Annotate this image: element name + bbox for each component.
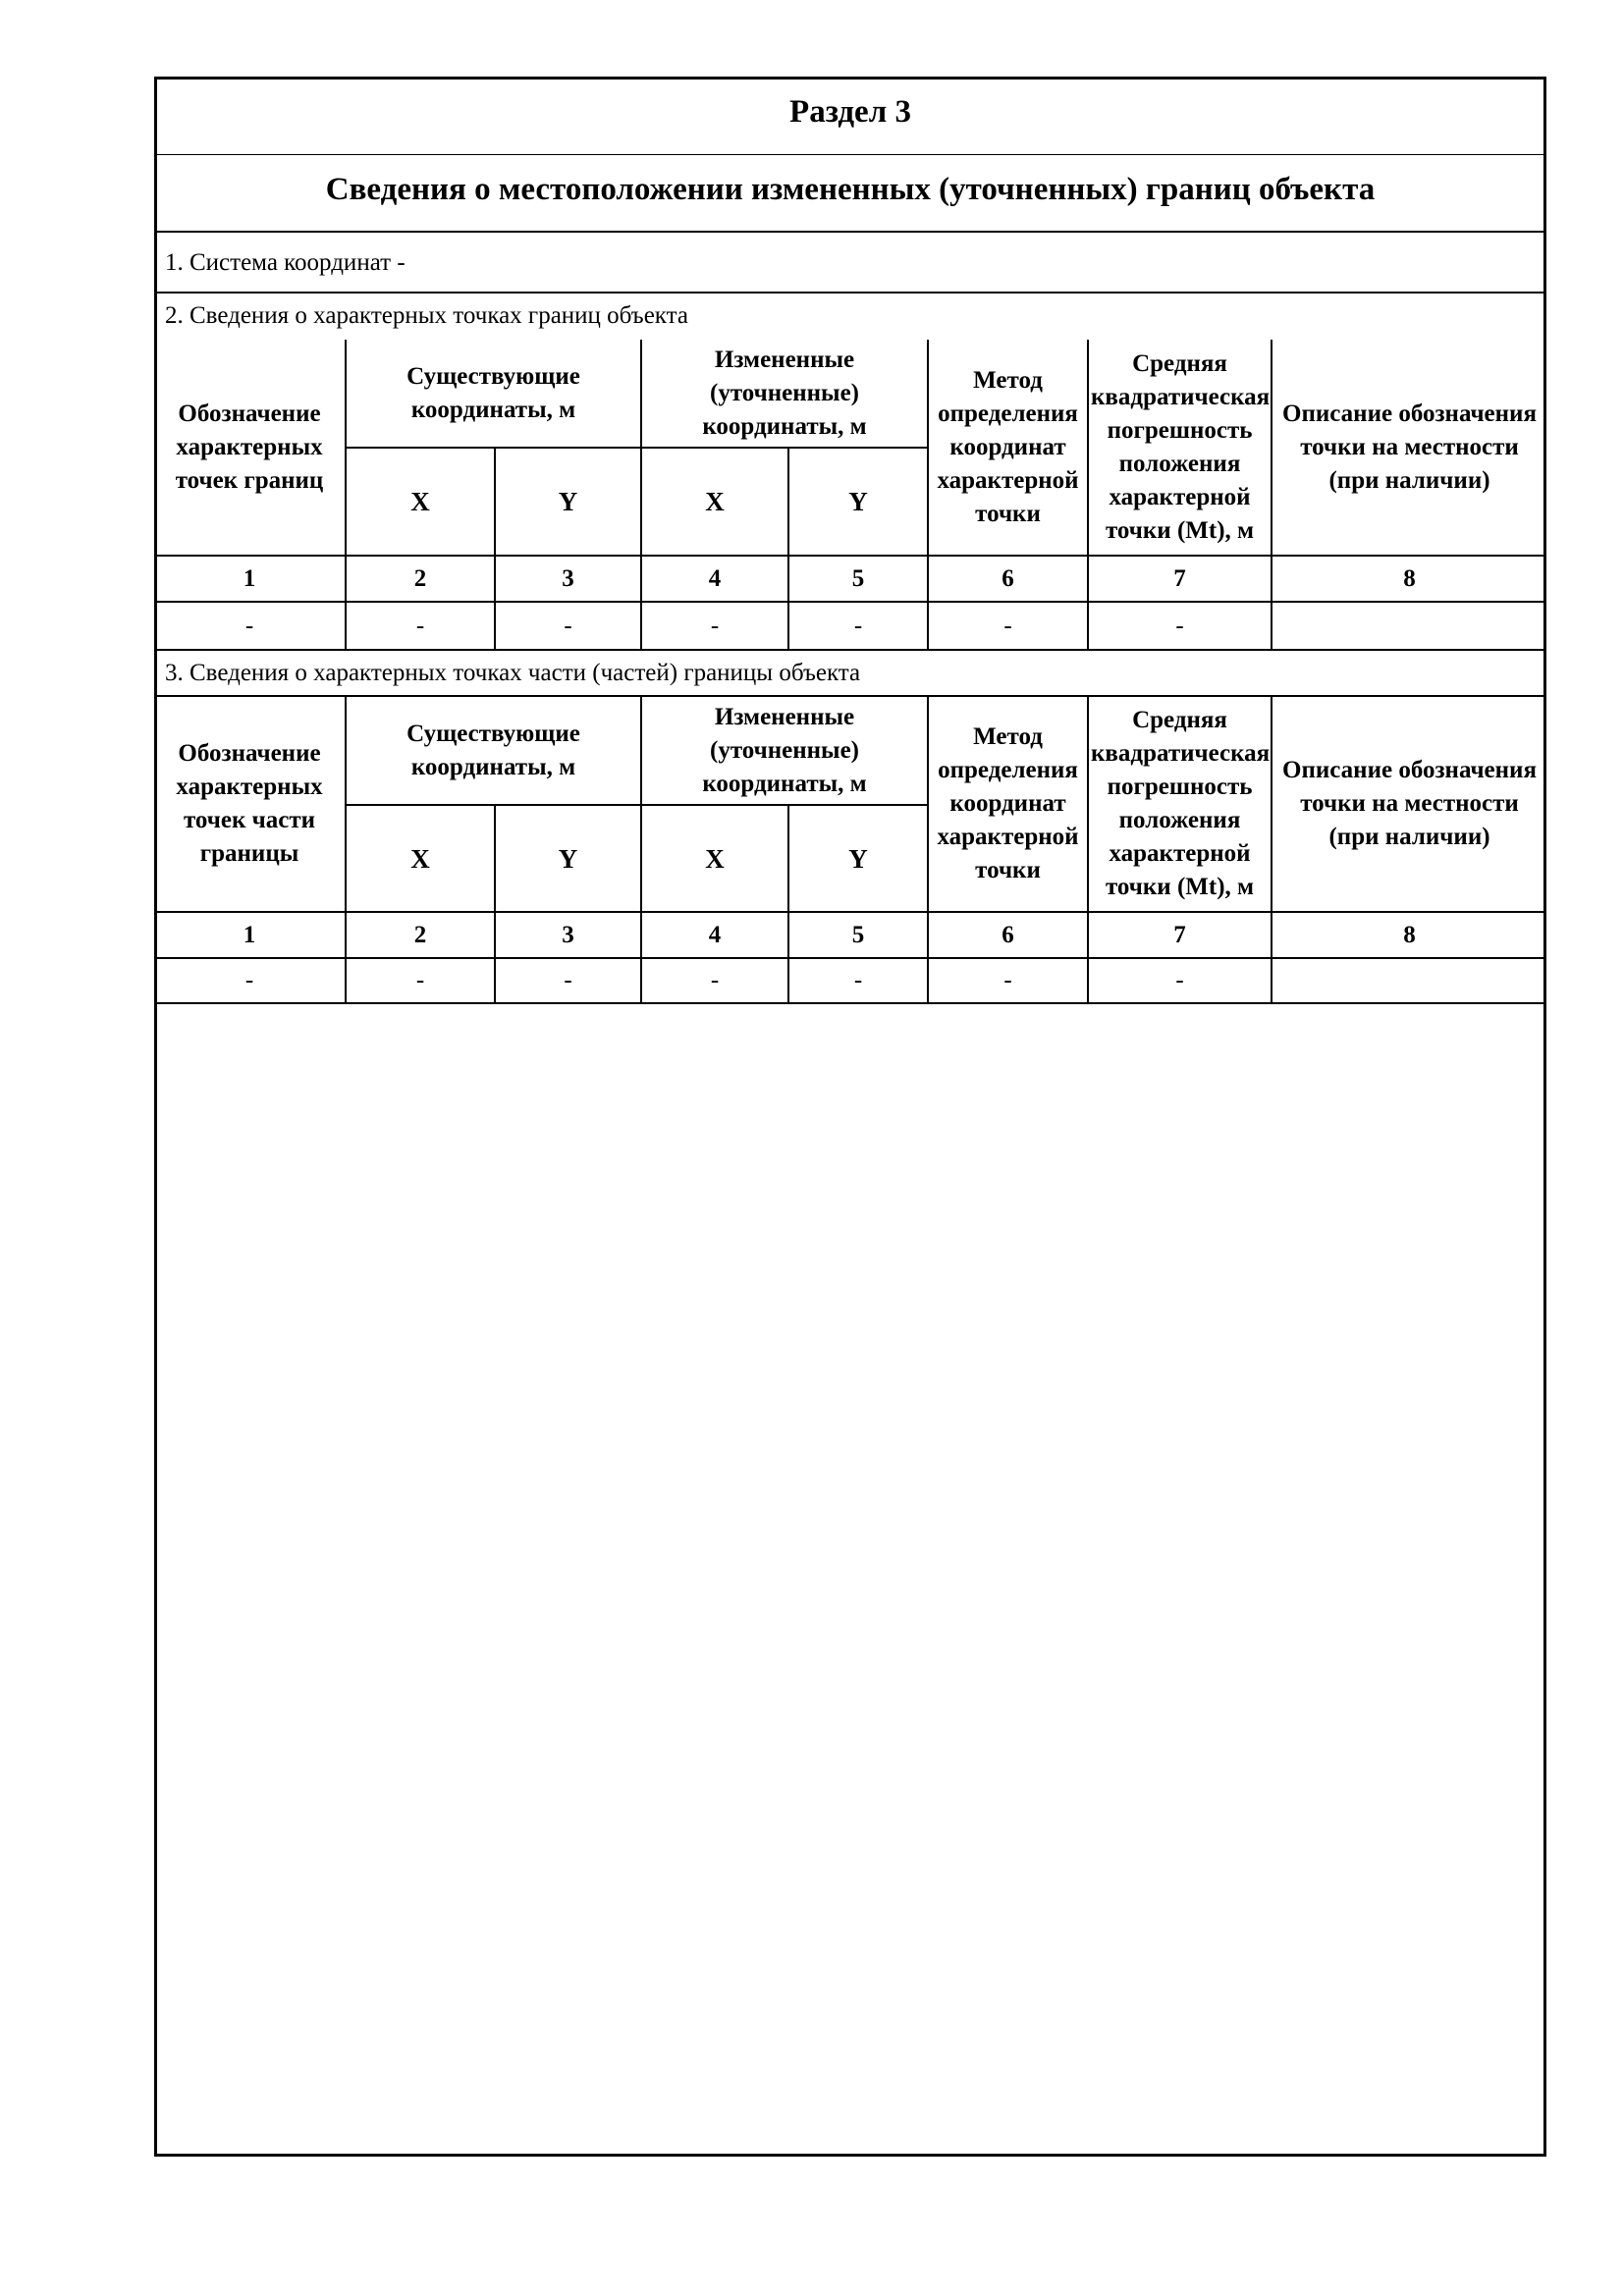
column-numbers-row [154,556,1546,602]
table-cell: - [154,958,346,1003]
header-point-designation: Обозначение характерных точек части границы [154,696,346,912]
header-point-description: Описание обозначения точки на местности (при наличии) [1272,696,1546,912]
header-existing-y: Y [495,805,641,912]
header-mean-square-error: Средняя квадратическая погрешность положения характерной точки (Mt), м [1088,340,1272,556]
column-number: 6 [928,556,1088,602]
table-cell: - [495,958,641,1003]
table-cell: - [1088,602,1272,650]
section-title: Раздел 3 [789,94,911,130]
table-cell: - [495,602,641,650]
header-point-description: Описание обозначения точки на местности (при наличии) [1272,340,1546,556]
header-changed-coordinates: Измененные (уточненные) координаты, м [641,340,928,448]
table-cell: - [1088,958,1272,1003]
divider [154,154,1546,155]
table-row [154,958,1546,1003]
table-cell: - [788,958,928,1003]
divider [154,292,1546,294]
column-number: 2 [346,912,495,958]
table1-caption: 2. Сведения о характерных точках границ объекта [165,302,688,329]
header-changed-x: X [641,805,788,912]
column-number: 8 [1272,556,1546,602]
section-subtitle: Сведения о местоположении измененных (уточненных) границ объекта [325,172,1376,207]
divider [154,231,1546,233]
table-cell: - [788,602,928,650]
table1-characteristic-points [154,340,1546,651]
table-cell: - [154,602,346,650]
table2-part-boundary-points [154,695,1546,1004]
column-number: 5 [788,556,928,602]
table-cell [1272,602,1546,650]
header-existing-coordinates: Существующие координаты, м [346,696,641,805]
column-number: 6 [928,912,1088,958]
header-method: Метод определения координат характерной точки [928,696,1088,912]
column-number: 8 [1272,912,1546,958]
column-number: 4 [641,912,788,958]
header-existing-coordinates: Существующие координаты, м [346,340,641,448]
table-cell: - [346,958,495,1003]
header-changed-y: Y [788,448,928,556]
column-number: 5 [788,912,928,958]
column-number: 3 [495,556,641,602]
table-cell: - [346,602,495,650]
table-cell: - [641,602,788,650]
column-number: 1 [154,556,346,602]
table-cell: - [928,602,1088,650]
header-existing-x: X [346,805,495,912]
header-mean-square-error: Средняя квадратическая погрешность положения характерной точки (Mt), м [1088,696,1272,912]
column-number: 1 [154,912,346,958]
header-existing-y: Y [495,448,641,556]
header-changed-coordinates: Измененные (уточненные) координаты, м [641,696,928,805]
table-cell [1272,958,1546,1003]
header-method: Метод определения координат характерной точки [928,340,1088,556]
coord-system-label: 1. Система координат - [165,249,406,276]
table-cell: - [928,958,1088,1003]
column-number: 7 [1088,912,1272,958]
column-number: 3 [495,912,641,958]
column-number: 2 [346,556,495,602]
column-numbers-row [154,912,1546,958]
column-number: 7 [1088,556,1272,602]
table-cell: - [641,958,788,1003]
header-changed-y: Y [788,805,928,912]
header-point-designation: Обозначение характерных точек границ [154,340,346,556]
column-number: 4 [641,556,788,602]
table2-caption: 3. Сведения о характерных точках части (частей) границы объекта [165,660,861,686]
header-existing-x: X [346,448,495,556]
header-changed-x: X [641,448,788,556]
table-row [154,602,1546,650]
